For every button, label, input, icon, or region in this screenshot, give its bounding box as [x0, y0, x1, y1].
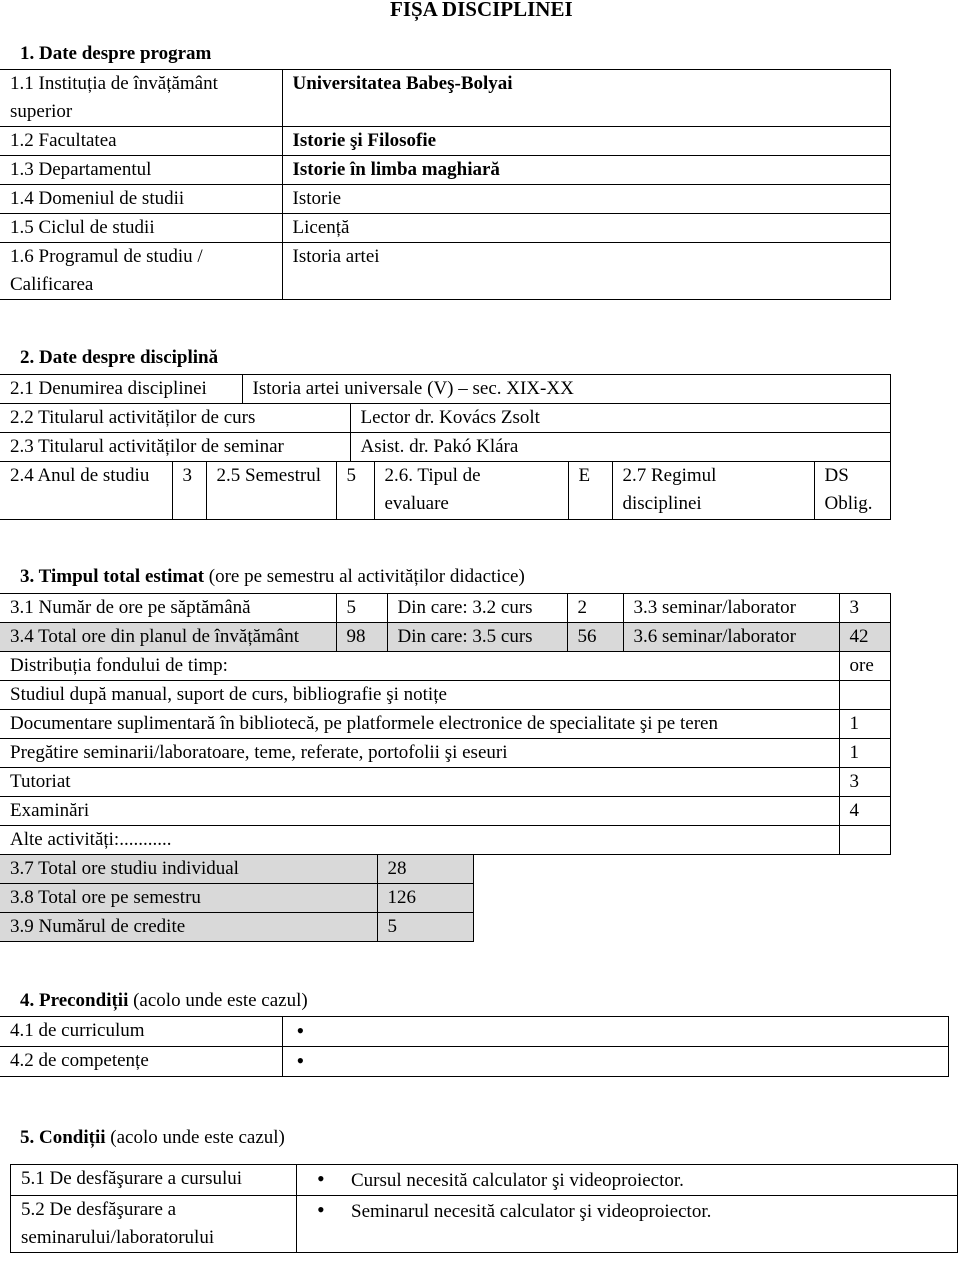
- regime-label: 2.7 Regimul disciplinei: [612, 462, 814, 520]
- totals-table: [0, 854, 474, 942]
- activity-value: [839, 681, 890, 710]
- titular-table: [0, 403, 891, 462]
- table-row: [0, 70, 890, 127]
- section-5-heading: [20, 1124, 285, 1153]
- section-5-heading-bold: 5. Condiții: [20, 1127, 106, 1148]
- table-row: [0, 433, 890, 462]
- table-row: [0, 404, 890, 433]
- section-3-heading: [20, 563, 525, 592]
- row-label: 1.3 Departamentul: [0, 156, 282, 185]
- row-value: Universitatea Babeş-Bolyai: [282, 70, 890, 127]
- seminar-total-value: 42: [839, 623, 890, 652]
- evaluation-label: 2.6. Tipul de evaluare: [374, 462, 568, 520]
- row-value: Istoria artei universale (V) – sec. XIX-XX: [242, 375, 890, 404]
- regime-value: DS Oblig.: [814, 462, 890, 520]
- table-row: [0, 156, 890, 185]
- total-value: 126: [377, 884, 473, 913]
- condition-value: Seminarul necesită calculator şi videoproiector.: [351, 1201, 712, 1222]
- row-label: 2.3 Titularul activităților de seminar: [0, 433, 350, 462]
- activity-value: 4: [839, 797, 890, 826]
- time-distribution-table: [0, 651, 891, 855]
- table-row: [0, 768, 890, 797]
- distribution-label: Distribuția fondului de timp:: [0, 652, 839, 681]
- section-1-heading: 1. Date despre program: [20, 43, 212, 64]
- section-2-heading: 2. Date despre disciplină: [20, 347, 219, 368]
- row-value: Istorie şi Filosofie: [282, 127, 890, 156]
- activity-label: Studiul după manual, suport de curs, bibliografie şi notițe: [0, 681, 839, 710]
- total-value: 5: [377, 913, 473, 942]
- table-row: [0, 826, 890, 855]
- precondition-label: 4.1 de curriculum: [0, 1017, 282, 1047]
- table-row: [0, 710, 890, 739]
- activity-label: Pregătire seminarii/laboratoare, teme, referate, portofolii şi eseuri: [0, 739, 839, 768]
- hours-per-week-value: 5: [336, 594, 387, 623]
- activity-label: Examinări: [0, 797, 839, 826]
- row-label: 1.1 Instituția de învățământ superior: [0, 70, 282, 127]
- row-label: 2.1 Denumirea disciplinei: [0, 375, 242, 404]
- row-label: 1.6 Programul de studiu / Calificarea: [0, 243, 282, 300]
- table-row: [0, 185, 890, 214]
- document-title: FIȘA DISCIPLINEI: [390, 0, 573, 21]
- row-value: Asist. dr. Pakó Klára: [350, 433, 890, 462]
- semester-value: 5: [336, 462, 374, 520]
- table-row: [11, 1196, 958, 1253]
- table-row: [0, 1047, 948, 1077]
- activity-label: Documentare suplimentară în bibliotecă, pe platformele electronice de specialitate şi pe teren: [0, 710, 839, 739]
- preconditions-table: [0, 1016, 949, 1077]
- activity-value: 3: [839, 768, 890, 797]
- seminar-label: 3.3 seminar/laborator: [623, 594, 839, 623]
- row-label: 2.2 Titularul activităților de curs: [0, 404, 350, 433]
- discipline-name-table: [0, 374, 891, 404]
- table-row: [0, 739, 890, 768]
- activity-value: [839, 826, 890, 855]
- table-row: [0, 243, 890, 300]
- bullet-icon: •: [282, 1017, 948, 1047]
- total-label: 3.8 Total ore pe semestru: [0, 884, 377, 913]
- conditions-table: [10, 1164, 958, 1253]
- total-label: 3.9 Numărul de credite: [0, 913, 377, 942]
- table-row: [0, 594, 890, 623]
- year-value: 3: [172, 462, 206, 520]
- table-row: [11, 1165, 958, 1196]
- table-row: [0, 462, 890, 520]
- section-3-heading-rest: (ore pe semestru al activităților didactice): [204, 566, 525, 587]
- row-label: 1.4 Domeniul de studii: [0, 185, 282, 214]
- year-label: 2.4 Anul de studiu: [0, 462, 172, 520]
- row-value: Istorie: [282, 185, 890, 214]
- table-row: [0, 1017, 948, 1047]
- evaluation-value: E: [568, 462, 612, 520]
- section-4-heading-bold: 4. Precondiții: [20, 990, 129, 1011]
- row-value: Istorie în limba maghiară: [282, 156, 890, 185]
- table-row: [0, 913, 473, 942]
- total-hours-label: 3.4 Total ore din planul de învățământ: [0, 623, 336, 652]
- activity-label: Tutoriat: [0, 768, 839, 797]
- course-label: Din care: 3.2 curs: [387, 594, 567, 623]
- semester-label: 2.5 Semestrul: [206, 462, 336, 520]
- table-row: [0, 127, 890, 156]
- course-value: 2: [567, 594, 623, 623]
- row-value: Lector dr. Kovács Zsolt: [350, 404, 890, 433]
- condition-label: 5.2 De desfăşurare a seminarului/laboratorului: [11, 1196, 297, 1253]
- table-row: [0, 884, 473, 913]
- activity-value: 1: [839, 710, 890, 739]
- row-value: Istoria artei: [282, 243, 890, 300]
- table-row: [0, 855, 473, 884]
- table-row: [0, 375, 890, 404]
- distribution-unit: ore: [839, 652, 890, 681]
- condition-value-cell: [297, 1165, 958, 1196]
- section-3-heading-bold: 3. Timpul total estimat: [20, 566, 205, 587]
- total-value: 28: [377, 855, 473, 884]
- activity-label: Alte activități:...........: [0, 826, 839, 855]
- condition-value: Cursul necesită calculator şi videoproiector.: [351, 1170, 684, 1191]
- row-label: 1.2 Facultatea: [0, 127, 282, 156]
- section-4-heading: [20, 987, 308, 1016]
- table-row: [0, 214, 890, 243]
- activity-value: 1: [839, 739, 890, 768]
- course-total-label: Din care: 3.5 curs: [387, 623, 567, 652]
- hours-per-week-label: 3.1 Număr de ore pe săptămână: [0, 594, 336, 623]
- table-row: [0, 623, 890, 652]
- bullet-icon: •: [317, 1197, 325, 1222]
- table-row: [0, 652, 890, 681]
- seminar-value: 3: [839, 594, 890, 623]
- section-4-heading-rest: (acolo unde este cazul): [128, 990, 308, 1011]
- hours-table: [0, 593, 891, 652]
- row-value: Licență: [282, 214, 890, 243]
- precondition-label: 4.2 de competențe: [0, 1047, 282, 1077]
- discipline-details-table: [0, 461, 891, 520]
- table-row: [0, 681, 890, 710]
- row-label: 1.5 Ciclul de studii: [0, 214, 282, 243]
- bullet-icon: •: [317, 1166, 325, 1191]
- program-table: [0, 69, 891, 300]
- total-hours-value: 98: [336, 623, 387, 652]
- table-row: [0, 797, 890, 826]
- bullet-icon: •: [282, 1047, 948, 1077]
- seminar-total-label: 3.6 seminar/laborator: [623, 623, 839, 652]
- condition-label: 5.1 De desfăşurare a cursului: [11, 1165, 297, 1196]
- course-total-value: 56: [567, 623, 623, 652]
- section-5-heading-rest: (acolo unde este cazul): [105, 1127, 285, 1148]
- total-label: 3.7 Total ore studiu individual: [0, 855, 377, 884]
- condition-value-cell: [297, 1196, 958, 1253]
